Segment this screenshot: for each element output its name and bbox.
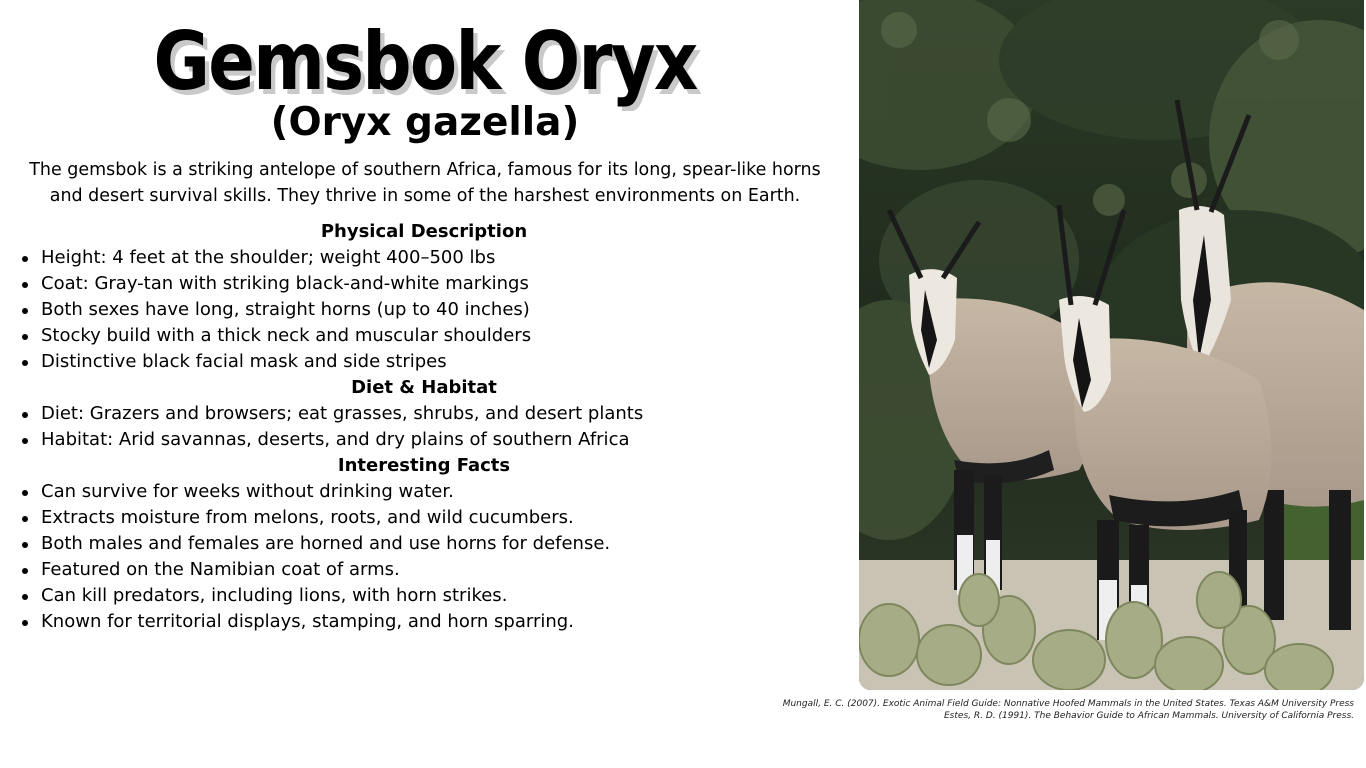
list-item: Both sexes have long, straight horns (up to 40 inches) [18,297,830,323]
list-item: Both males and females are horned and use horns for defense. [18,531,830,557]
section-heading-physical: Physical Description [320,221,528,242]
scientific-name: (Oryx gazella) [270,100,580,145]
list-item: Height: 4 feet at the shoulder; weight 400–500 lbs [18,245,830,271]
list-item: Distinctive black facial mask and side stripes [18,349,830,375]
list-item: Extracts moisture from melons, roots, and wild cucumbers. [18,505,830,531]
list-item: Known for territorial displays, stamping, and horn sparring. [18,609,830,635]
interesting-facts-list [18,479,830,635]
oryx-photo [859,0,1364,690]
list-item: Coat: Gray-tan with striking black-and-white markings [18,271,830,297]
physical-description-list [18,245,830,375]
intro-paragraph: The gemsbok is a striking antelope of southern Africa, famous for its long, spear-like horns and desert survival skills. They thrive in some of the harshest environments on Earth. [29,159,821,206]
diet-habitat-list [18,401,830,453]
list-item: Can kill predators, including lions, with horn strikes. [18,583,830,609]
citation: Estes, R. D. (1991). The Behavior Guide to African Mammals. University of California Press. [944,711,1354,721]
section-heading-diet: Diet & Habitat [351,377,497,398]
page-title: Gemsbok Oryx [153,15,697,108]
section-heading-facts: Interesting Facts [337,455,511,476]
list-item: Can survive for weeks without drinking water. [18,479,830,505]
citation: Mungall, E. C. (2007). Exotic Animal Field Guide: Nonnative Hoofed Mammals in the United States. Texas A&M University Press [782,699,1354,709]
list-item: Diet: Grazers and browsers; eat grasses, shrubs, and desert plants [18,401,830,427]
list-item: Habitat: Arid savannas, deserts, and dry plains of southern Africa [18,427,830,453]
fact-sections [18,219,830,635]
citations [734,698,1354,722]
list-item: Stocky build with a thick neck and muscular shoulders [18,323,830,349]
list-item: Featured on the Namibian coat of arms. [18,557,830,583]
